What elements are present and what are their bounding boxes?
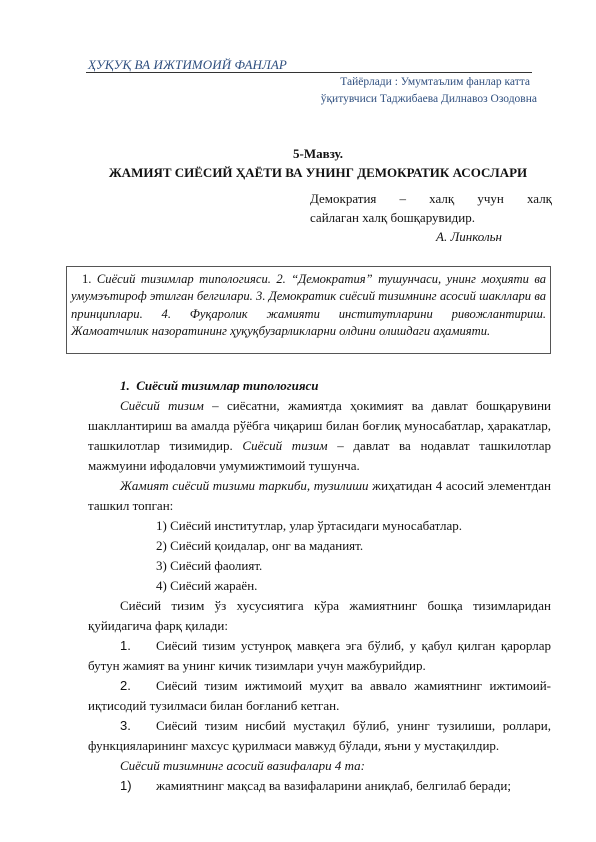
feature-item	[88, 716, 551, 756]
feature-item	[88, 636, 551, 676]
section-heading-number: 1.	[120, 378, 130, 393]
section-heading	[88, 376, 551, 396]
feature-number: 2.	[120, 678, 131, 693]
prepared-by-line: Тайёрлади : Умумтаълим фанлар катта	[340, 76, 530, 88]
structure-text: жиҳатидан 4 асосий элементдан ташкил топган:	[88, 478, 551, 513]
document-body	[88, 376, 551, 796]
function-number: 1)	[120, 778, 132, 793]
epigraph-author: А. Линкольн	[436, 229, 502, 244]
feature-number: 3.	[120, 718, 131, 733]
header-divider	[86, 72, 532, 73]
definition-text-2: – давлат ва нодавлат ташкилотлар мажмуини ифодаловчи умумижтимоий тушунча.	[88, 438, 552, 473]
list-item: 1) Сиёсий институтлар, улар ўртасидаги муносабатлар.	[156, 518, 463, 533]
feature-text: Сиёсий тизим ижтимоий муҳит ва аввало жамиятнинг ижтимоий-иқтисодий тузилмаси билан боғланиб кетган.	[88, 678, 551, 713]
epigraph-line-1: Демократия – халқ учун халқ	[310, 191, 552, 206]
feature-number: 1.	[120, 638, 131, 653]
epigraph	[310, 189, 552, 246]
list-item: 4) Сиёсий жараён.	[156, 578, 258, 593]
functions-heading: Сиёсий тизимнинг асосий вазифалари 4 та:	[120, 758, 365, 773]
teacher-name-line: ўқитувчиси Таджибаева Дилнавоз Озодовна	[320, 93, 537, 105]
definition-text: – сиёсатни, жамиятда ҳокимият ва давлат бошқарувини шакллантириш ва амалда рўёбга чиқариш билан боғлиқ муносабатлар, ҳаракатлар, ташкилотлар тизимидир.	[88, 398, 552, 453]
header-title: ҲУҚУҚ ВА ИЖТИМОИЙ ФАНЛАР	[88, 57, 287, 72]
topic-number: 5-Мавзу.	[292, 146, 344, 161]
term-political-system: Сиёсий тизим	[120, 398, 204, 413]
plan-text: Сиёсий тизимлар типологияси. 2. “Демократия” тушунчаси, унинг моҳияти ва умумэътироф этилган белгилари. 3. Демократик сиёсий тизимнинг асосий шакллари ва принциплари. 4. Фуқаролик жамияти институтларини ривожлантириш. Жамоатчилик назоратининг ҳуқуқбузарликларни олдини олишдаги аҳамияти.	[71, 272, 547, 339]
plan-number: 1.	[81, 272, 92, 286]
function-text: жамиятнинг мақсад ва вазифаларини аниқлаб, белгилаб беради;	[156, 778, 511, 793]
section-heading-text: Сиёсий тизимлар типологияси	[136, 378, 319, 393]
paragraph-definition	[88, 396, 551, 476]
term-structure: Жамият сиёсий тизими таркиби, тузилиши	[120, 478, 369, 493]
list-item: 3) Сиёсий фаолият.	[156, 558, 263, 573]
list-item: 2) Сиёсий қоидалар, онг ва маданият.	[156, 538, 364, 553]
feature-text: Сиёсий тизим устунроқ мавқега эга бўлиб, у қабул қилган қарорлар бутун жамият ва унинг кичик тизимлари учун мажбурийдир.	[88, 638, 551, 673]
term-political-system-2: Сиёсий тизим	[242, 438, 328, 453]
paragraph-structure	[88, 476, 551, 516]
function-item	[88, 776, 551, 796]
feature-item	[88, 676, 551, 716]
paragraph-differences: Сиёсий тизим ўз хусусиятига кўра жамиятнинг бошқа тизимларидан қуйидагича фарқ қилади:	[88, 598, 551, 633]
feature-text: Сиёсий тизим нисбий мустақил бўлиб, унинг тузилиши, роллари, функцияларининг махсус қурилмаси мавжуд бўлади, яъни у мустақилдир.	[88, 718, 551, 753]
epigraph-line-2: сайлаган халқ бошқарувидир.	[310, 210, 475, 225]
lesson-plan-box	[66, 266, 551, 354]
topic-title: ЖАМИЯТ СИЁСИЙ ҲАЁТИ ВА УНИНГ ДЕМОКРАТИК АСОСЛАРИ	[108, 165, 528, 180]
